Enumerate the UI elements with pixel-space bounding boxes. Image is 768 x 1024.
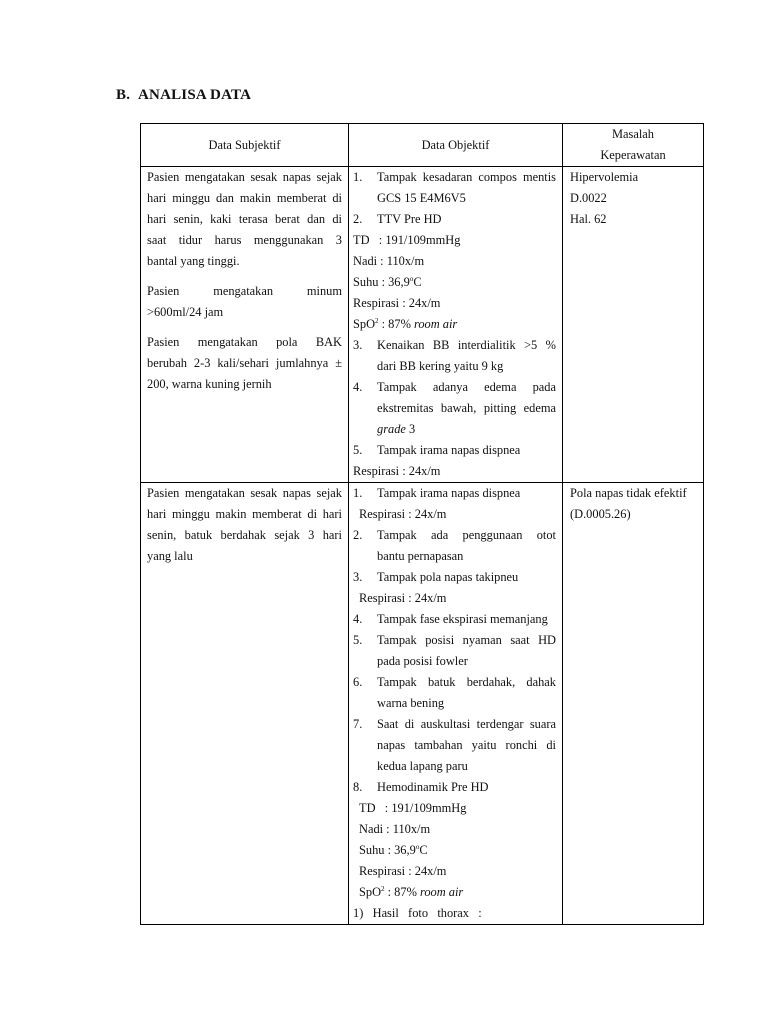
list-item (353, 672, 556, 714)
spo2-value (353, 314, 556, 335)
diagnosis-label: Pola napas tidak efektif (570, 486, 687, 500)
diagnosis-page: Hal. 62 (570, 212, 607, 226)
text-line: hari senin, kaki terasa berat dan di (147, 212, 342, 226)
item-number: 5. (353, 443, 363, 457)
text-line: Tampak batuk berdahak, dahak (377, 675, 556, 689)
section-number: B. (116, 87, 131, 103)
suhu-value (353, 272, 556, 293)
td-value: TD : 191/109mmHg (359, 801, 467, 815)
diagnosis-label: Hipervolemia (570, 170, 639, 184)
list-item (353, 609, 556, 630)
spo2-value (353, 882, 556, 903)
list-item (353, 377, 556, 440)
text-line: bantal yang tinggi. (147, 254, 240, 268)
text-line: Tampak pola napas takipneu (377, 570, 519, 584)
degree-sup: o (409, 275, 414, 283)
text-line: hari minggu makin memberat di hari (147, 507, 342, 521)
text-line: : 87% (384, 885, 420, 899)
table-row (141, 483, 704, 925)
text-line: dari BB kering yaitu 9 kg (377, 359, 504, 373)
text-line: SpO (353, 317, 376, 331)
text-line: Tampak ada penggunaan otot (377, 528, 556, 542)
text-line: 3 (405, 422, 416, 436)
text-line: warna bening (377, 696, 445, 710)
text-line: TTV Pre HD (377, 212, 442, 226)
text-line: Pasien mengatakan sesak napas sejak (147, 170, 342, 184)
item-number: 1. (353, 170, 363, 184)
text-line: Tampak adanya edema pada (377, 380, 556, 394)
row1-subjektif-paragraph-3 (147, 332, 342, 395)
section-heading (116, 87, 251, 104)
row1-masalah-cell (563, 167, 704, 483)
nadi-value: Nadi : 110x/m (353, 254, 425, 268)
respirasi-value: Respirasi : 24x/m (359, 864, 447, 878)
list-item (353, 567, 556, 588)
foto-thorax-line: 1) Hasil foto thorax : (353, 906, 482, 920)
text-line: Tampak fase ekspirasi memanjang (377, 612, 548, 626)
item-number: 5. (353, 633, 363, 647)
nadi-value: Nadi : 110x/m (359, 822, 431, 836)
analisa-data-table (140, 123, 704, 925)
list-item (353, 714, 556, 777)
list-item (353, 483, 556, 504)
text-line: Tampak irama napas dispnea (377, 443, 521, 457)
row2-masalah-cell (563, 483, 704, 925)
respirasi-value: Respirasi : 24x/m (359, 591, 447, 605)
row1-subjektif-paragraph-1 (147, 167, 342, 272)
text-line: Pasien mengatakan pola BAK (147, 335, 342, 349)
suhu-value (353, 840, 556, 861)
row1-subjektif-paragraph-2 (147, 281, 342, 323)
item-number: 2. (353, 528, 363, 542)
text-line: C (413, 275, 422, 289)
respirasi-value: Respirasi : 24x/m (353, 296, 441, 310)
text-line: kedua lapang paru (377, 759, 468, 773)
text-line: berubah 2-3 kali/sehari jumlahnya ± (147, 356, 342, 370)
row2-objektif-cell (349, 483, 563, 925)
text-line: 200, warna kuning jernih (147, 377, 272, 391)
header-masalah-keperawatan (563, 124, 704, 167)
header-data-subjektif: Data Subjektif (141, 124, 349, 167)
text-line: Tampak posisi nyaman saat HD (377, 633, 556, 647)
respirasi-value: Respirasi : 24x/m (359, 507, 447, 521)
item-number: 6. (353, 675, 363, 689)
respirasi-value: Respirasi : 24x/m (353, 464, 441, 478)
item-number: 1. (353, 486, 363, 500)
diagnosis-code: D.0022 (570, 191, 607, 205)
row1-subjektif-cell (141, 167, 349, 483)
text-line: saat tidur harus menggunakan 3 (147, 233, 342, 247)
list-item (353, 630, 556, 672)
text-line: Kenaikan BB interdialitik >5 % (377, 338, 556, 352)
list-item (353, 167, 556, 209)
item-number: 8. (353, 780, 363, 794)
list-item (353, 777, 556, 798)
text-line: pada posisi fowler (377, 654, 468, 668)
row1-objektif-cell (349, 167, 563, 483)
list-item (353, 440, 556, 461)
text-line: Suhu : 36,9 (359, 843, 416, 857)
table-header-row (141, 124, 704, 167)
text-line: senin, batuk berdahak sejak 3 hari (147, 528, 342, 542)
text-line: grade (377, 422, 406, 436)
text-line: Saat di auskultasi terdengar suara (377, 717, 556, 731)
text-line: Pasien mengatakan minum (147, 284, 342, 298)
text-line: Pasien mengatakan sesak napas sejak (147, 486, 342, 500)
text-line: : 87% (378, 317, 414, 331)
text-line: bantu pernapasan (377, 549, 464, 563)
degree-sup: o (415, 843, 420, 851)
list-item (353, 335, 556, 377)
diagnosis-code: (D.0005.26) (570, 507, 631, 521)
text-line: Tampak irama napas dispnea (377, 486, 521, 500)
row2-subjektif-cell (141, 483, 349, 925)
text-line: room air (414, 317, 458, 331)
item-number: 4. (353, 612, 363, 626)
table-row (141, 167, 704, 483)
text-line: GCS 15 E4M6V5 (377, 191, 466, 205)
header-masalah-line1: Masalah (612, 127, 654, 141)
text-line: ekstremitas bawah, pitting edema (377, 401, 556, 415)
text-line: Tampak kesadaran compos mentis (377, 170, 556, 184)
item-number: 3. (353, 570, 363, 584)
section-title: ANALISA DATA (138, 87, 252, 103)
list-item (353, 209, 556, 230)
text-line: yang lalu (147, 549, 193, 563)
header-masalah-line2: Keperawatan (600, 148, 666, 162)
td-value: TD : 191/109mmHg (353, 233, 461, 247)
text-line: napas tambahan yaitu ronchi di (377, 738, 556, 752)
subscript-2: 2 (375, 317, 379, 325)
list-item (353, 525, 556, 567)
text-line: SpO (359, 885, 382, 899)
text-line: >600ml/24 jam (147, 305, 224, 319)
item-number: 4. (353, 380, 363, 394)
item-number: 3. (353, 338, 363, 352)
item-number: 2. (353, 212, 363, 226)
item-number: 7. (353, 717, 363, 731)
text-line: Hemodinamik Pre HD (377, 780, 489, 794)
header-data-objektif: Data Objektif (349, 124, 563, 167)
text-line: C (419, 843, 428, 857)
text-line: Suhu : 36,9 (353, 275, 410, 289)
text-line: hari minggu dan makin memberat di (147, 191, 342, 205)
text-line: room air (420, 885, 464, 899)
subscript-2: 2 (381, 885, 385, 893)
